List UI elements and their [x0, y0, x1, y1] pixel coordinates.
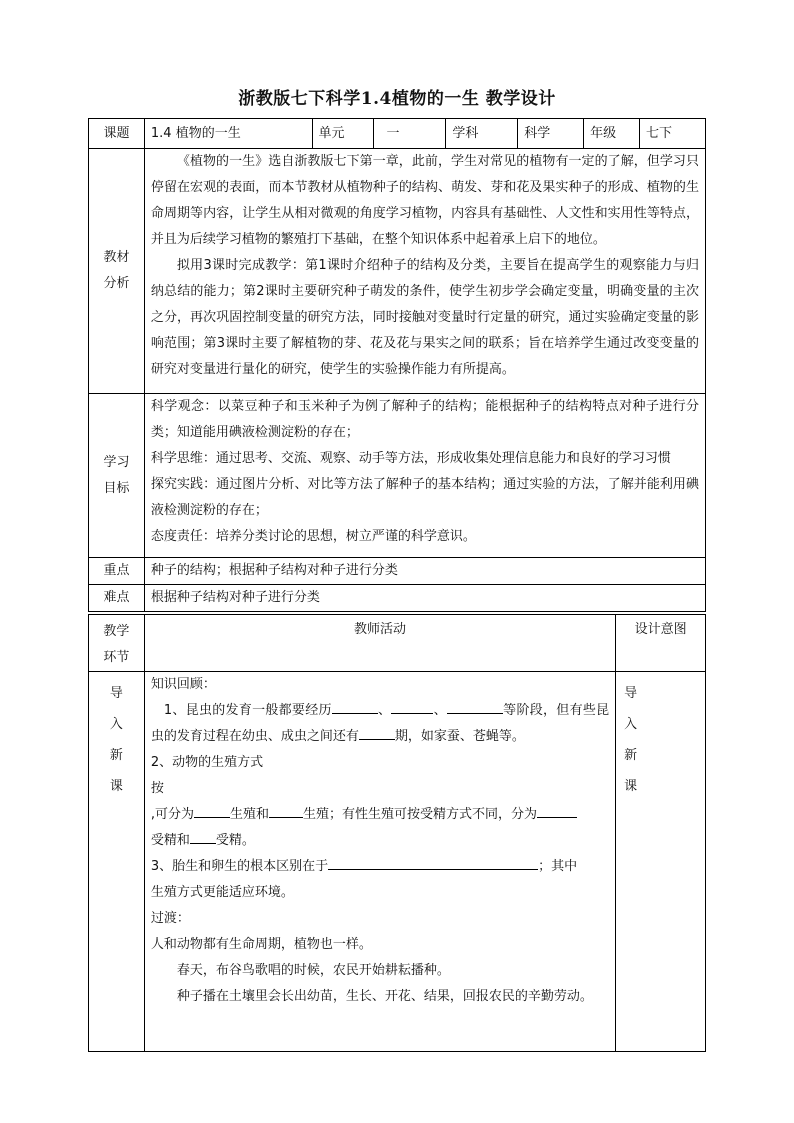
review-heading: 知识回顾：: [150, 677, 216, 692]
lesson-info-table: [88, 118, 706, 612]
unit-value: 一: [374, 119, 446, 149]
answer-blank: [328, 855, 538, 870]
analysis-label-line-1: 教材: [103, 250, 130, 265]
stage-char: 课: [109, 779, 123, 794]
grade-value: 七下: [640, 119, 706, 149]
stage-char: 新: [109, 748, 123, 763]
stage-intro: [89, 672, 145, 1052]
answer-blank: [391, 699, 433, 714]
transition-line: 人和动物都有生命周期，植物也一样。: [150, 937, 372, 952]
design-intent-intro: [616, 672, 706, 1052]
question-3: 3、胎生和卵生的根本区别在于 ；其中 生殖方式更能适应环境。: [151, 854, 609, 906]
key-point-text: 种子的结构；根据种子结构对种子进行分类: [144, 558, 705, 585]
key-point-label: 重点: [89, 558, 145, 585]
goals-label-line-2: 目标: [103, 480, 130, 496]
teaching-process-table: [88, 614, 706, 1052]
stage-header-line-1: 教学: [103, 624, 130, 639]
question-2: 2、动物的生殖方式: [150, 755, 264, 770]
subject-label: 学科: [446, 119, 518, 149]
goals-content: [144, 394, 705, 558]
difficulty-text: 根据种子结构对种子进行分类: [144, 585, 705, 612]
transition-line: 春天，布谷鸟歌唱的时候，农民开始耕耘播种。: [176, 963, 450, 978]
intent-char: 入: [624, 717, 638, 732]
question-1: 1、昆虫的发育一般都要经历 、 、 等阶段，但有些昆虫的发育过程在幼虫、成虫之间还有 期，如家蚕、苍蝇等。: [151, 698, 609, 750]
stage-char: 导: [109, 686, 123, 701]
goal-line: 科学观念：以菜豆种子和玉米种子为例了解种子的结构；能根据种子的结构特点对种子进行分类；知道能用碘液检测淀粉的存在；: [150, 399, 699, 440]
stage-header-line-2: 环节: [103, 650, 130, 665]
teacher-activity-header: 教师活动: [144, 615, 615, 672]
topic-value: 1.4 植物的一生: [144, 119, 312, 149]
answer-blank: [359, 725, 395, 740]
goals-label: [89, 394, 145, 558]
goal-line: 科学思维：通过思考、交流、观察、动手等方法，形成收集处理信息能力和良好的学习习惯: [150, 451, 671, 466]
intent-char: 课: [624, 779, 638, 794]
answer-blank: [332, 699, 378, 714]
unit-label: 单元: [312, 119, 374, 149]
analysis-content: [144, 149, 705, 394]
answer-blank: [537, 803, 577, 818]
goal-line: 态度责任：培养分类讨论的思想，树立严谨的科学意识。: [150, 529, 476, 544]
transition-line: 种子播在土壤里会长出幼苗，生长、开花、结果，回报农民的辛勤劳动。: [176, 989, 593, 1004]
design-intent-header: 设计意图: [616, 615, 706, 672]
stage-header: [89, 615, 145, 672]
stage-char: 入: [109, 717, 123, 732]
grade-label: 年级: [584, 119, 640, 149]
difficulty-label: 难点: [89, 585, 145, 612]
question-2-note: 按: [150, 781, 164, 796]
answer-blank: [190, 829, 216, 844]
page-title: 浙教版七下科学1.4植物的一生 教学设计: [238, 89, 556, 109]
answer-blank: [447, 699, 503, 714]
goal-line: 探究实践：通过图片分析、对比等方法了解种子的基本结构；通过实验的方法，了解并能利用碘液检测淀粉的存在；: [150, 477, 699, 518]
answer-blank: [194, 803, 230, 818]
topic-label: 课题: [89, 119, 145, 149]
question-2-body: ,可分为 生殖和 生殖；有性生殖可按受精方式不同，分为 受精和 受精。: [151, 802, 609, 854]
analysis-label-line-2: 分析: [103, 276, 130, 291]
intent-char: 新: [624, 748, 638, 763]
goals-label-line-1: 学习: [103, 454, 130, 470]
analysis-paragraph-1: 《植物的一生》选自浙教版七下第一章，此前，学生对常见的植物有一定的了解，但学习只停留在宏观的表面，而本节教材从植物种子的结构、萌发、芽和花及果实种子的形成、植物的生命周期等内容，让学生从相对微观的角度学习植物，内容具有基础性、人文性和实用性等特点，并且为后续学习植物的繁殖打下基础，在整个知识体系中起着承上启下的地位。: [150, 154, 699, 247]
transition-heading: 过渡：: [150, 911, 190, 926]
analysis-paragraph-2: 拟用3课时完成教学：第1课时介绍种子的结构及分类，主要旨在提高学生的观察能力与归纳总结的能力；第2课时主要研究种子萌发的条件，使学生初步学会确定变量，明确变量的主次之分，再次巩固控制变量的研究方法，同时接触对变量时行定量的研究，通过实验确定变量的影响范围；第3课时主要了解植物的芽、花及花与果实之间的联系；旨在培养学生通过改变变量的研究对变量进行量化的研究，使学生的实验操作能力有所提高。: [150, 258, 699, 377]
analysis-label: [89, 149, 145, 394]
intent-char: 导: [624, 686, 638, 701]
subject-value: 科学: [518, 119, 584, 149]
answer-blank: [269, 803, 303, 818]
teacher-activity-content: [144, 672, 615, 1052]
